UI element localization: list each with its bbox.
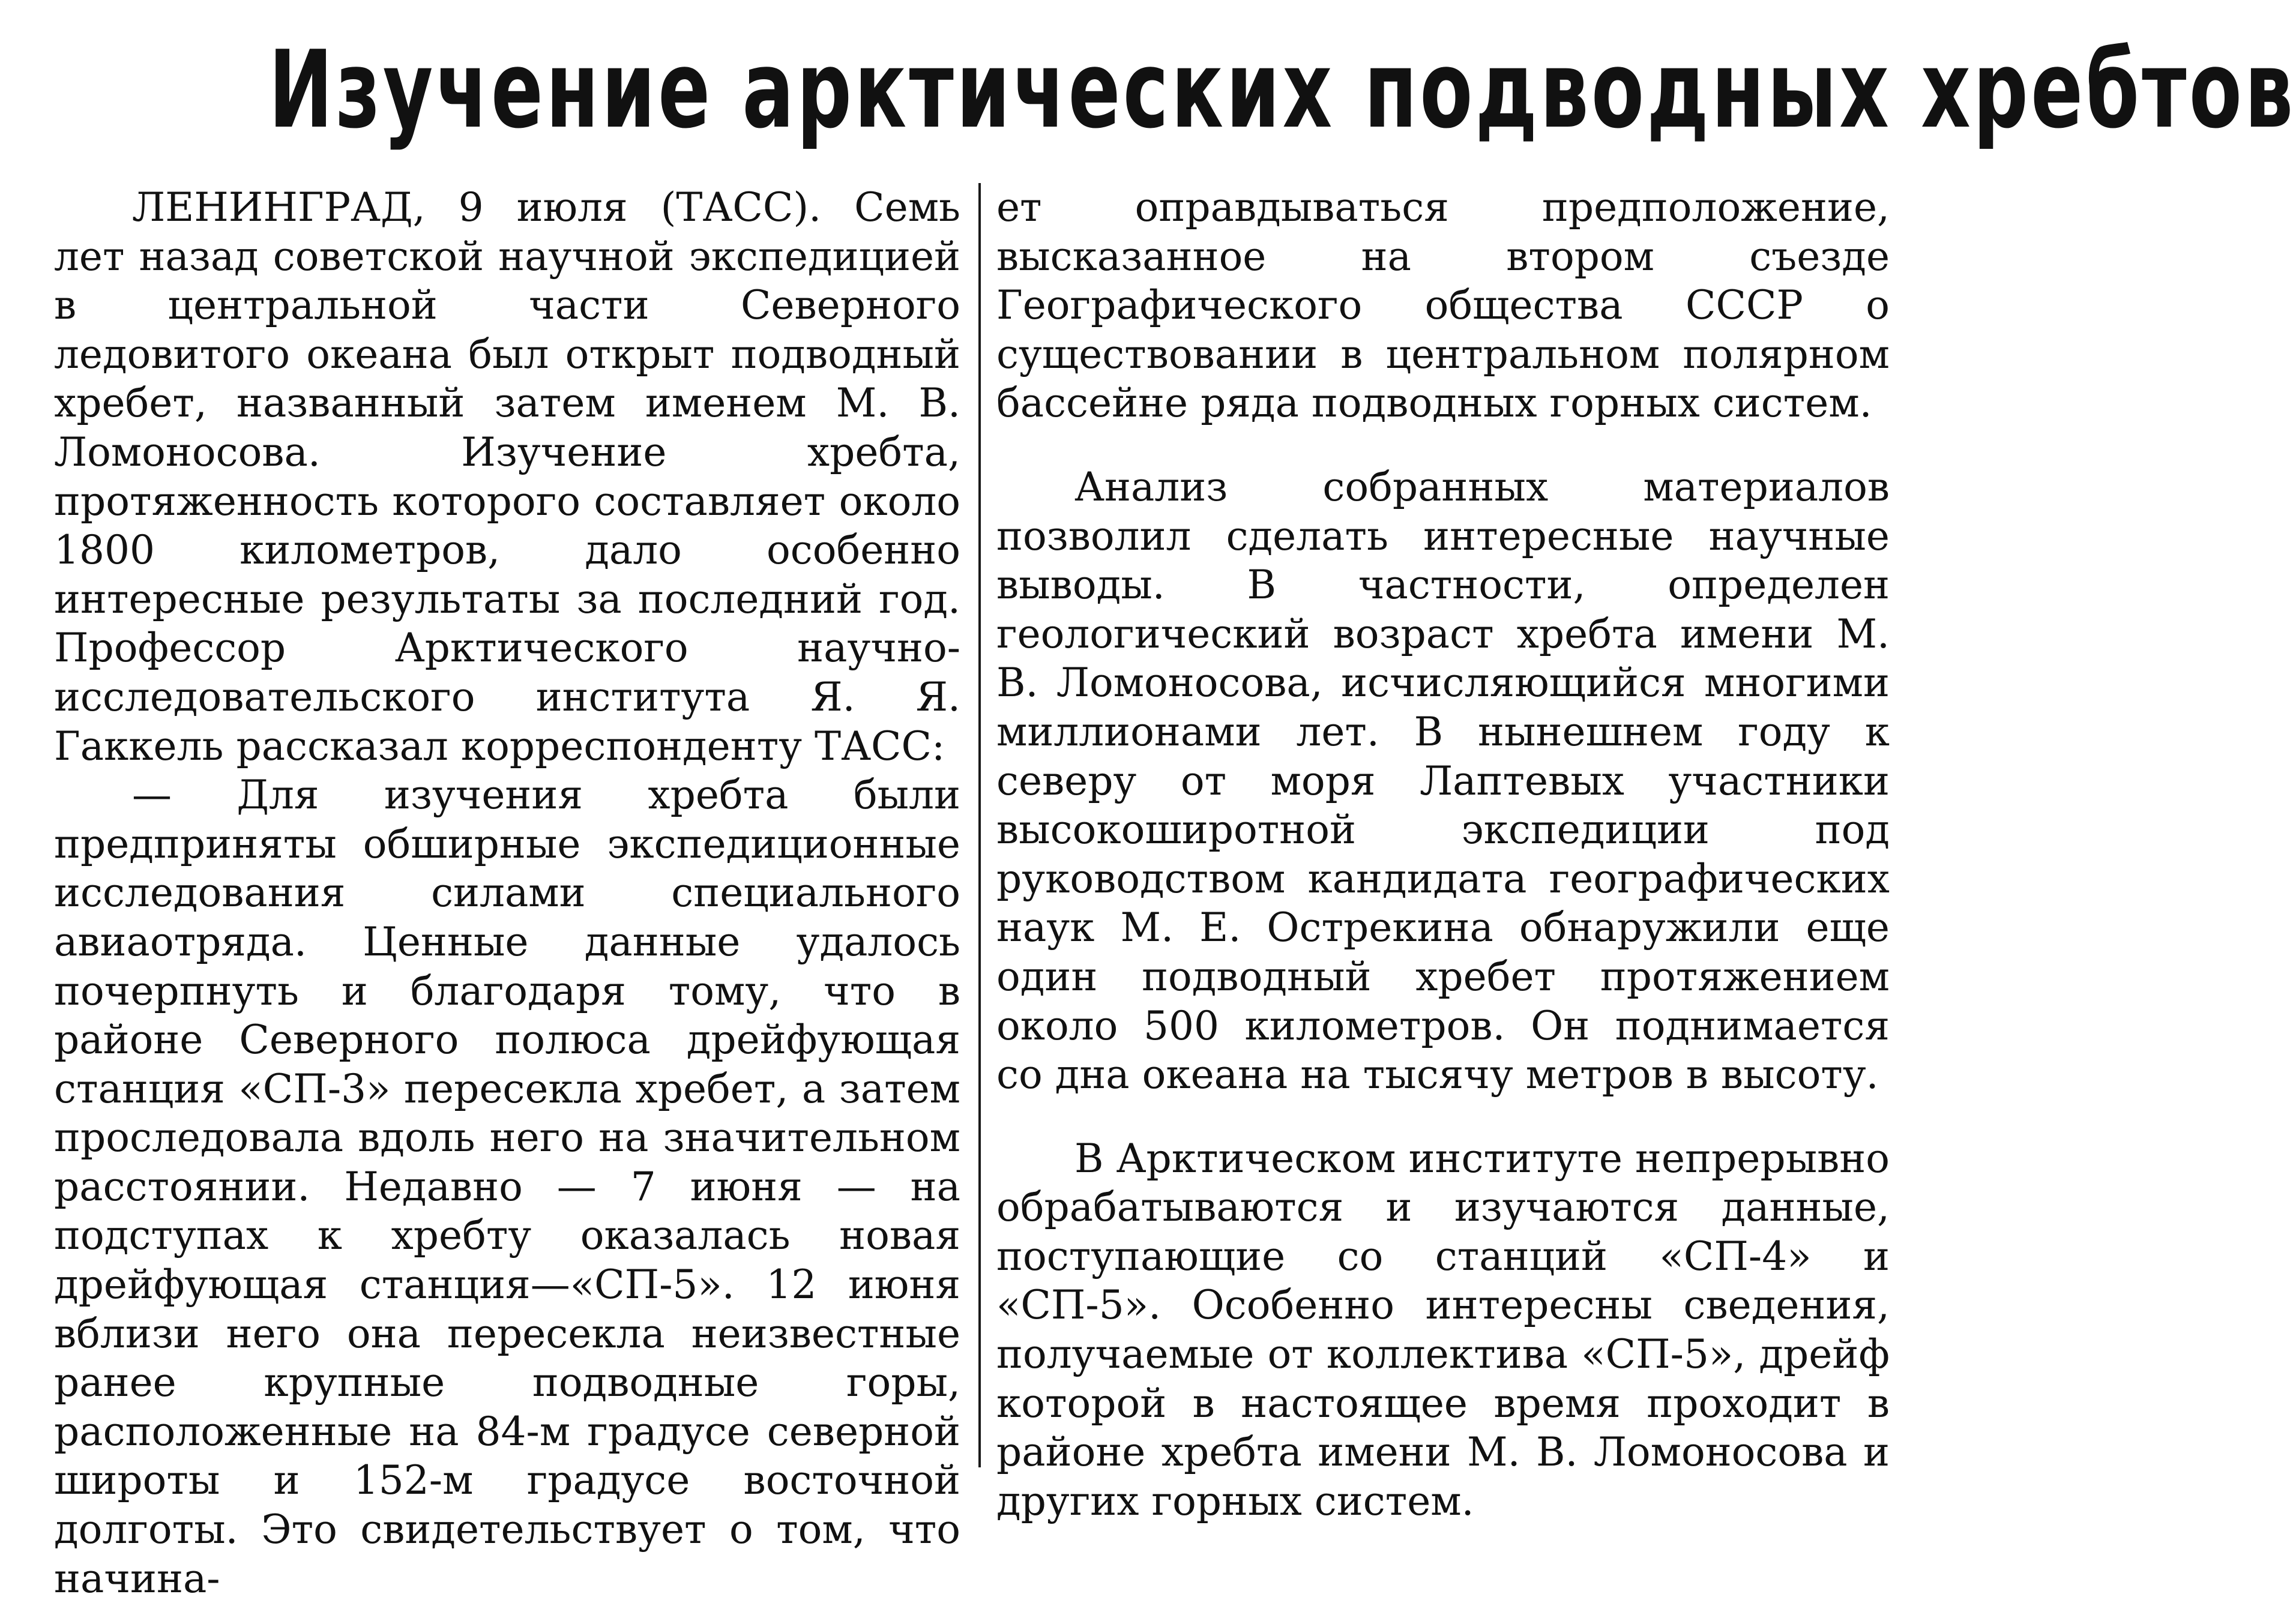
left-column bbox=[54, 183, 960, 1602]
paragraph-institute: В Арктическом институте непрерывно обрабатываются и изучаются данные, поступающие со станций «СП-4» и «СП-5». Особенно интересны сведения, получаемые от коллектива «СП-5», дрейф которой в настоящее время проходит в районе хребта имени М. В. Ломоносова и других горных систем. bbox=[996, 1135, 1890, 1524]
right-column bbox=[996, 183, 1890, 1524]
column-divider bbox=[978, 183, 981, 1467]
paragraph-analysis: Анализ собранных материалов позволил сделать интересные научные выводы. В частности, определен геологический возраст хребта имени М. В. Ломоносова, исчисляющийся многими миллионами лет. В нынешнем году к северу от моря Лаптевых участники высокоширотной экспедиции под руководством кандидата географических наук М. Е. Острекина обнаружили еще один подводный хребет протяжением около 500 километров. Он поднимается со дна океана на тысячу метров в высоту. bbox=[996, 463, 1890, 1098]
headline: Изучение арктических подводных хребтов bbox=[268, 28, 2296, 152]
paragraph-continuation: ет оправдываться предположение, высказанное на втором съезде Географического общества СССР о существовании в центральном полярном бассейне ряда подводных горных систем. bbox=[996, 184, 1890, 427]
paragraph-quote: — Для изучения хребта были предприняты обширные экспедиционные исследования силами специального авиаотряда. Ценные данные удалось почерпнуть и благодаря тому, что в районе Северного полюса дрейфующая станция «СП-3» пересекла хребет, а затем проследовала вдоль него на значительном расстоянии. Недавно — 7 июня — на подступах к хребту оказалась новая дрейфующая станция—«СП-5». 12 июня вблизи него она пересекла неизвестные ранее крупные подводные горы, расположенные на 84-м градусе северной широты и 152-м градусе восточной долготы. Это свидетельствует о том, что начина- bbox=[54, 772, 960, 1602]
paragraph-lead: ЛЕНИНГРАД, 9 июля (ТАСС). Семь лет назад советской научной экспедицией в центральной части Северного ледовитого океана был открыт подводный хребет, названный затем именем М. В. Ломоносова. Изучение хребта, протяженность которого составляет около 1800 километров, дало особенно интересные результаты за последний год. Профессор Арктического научно-исследовательского института Я. Я. Гаккель рассказал корреспонденту ТАСС: bbox=[54, 184, 960, 769]
